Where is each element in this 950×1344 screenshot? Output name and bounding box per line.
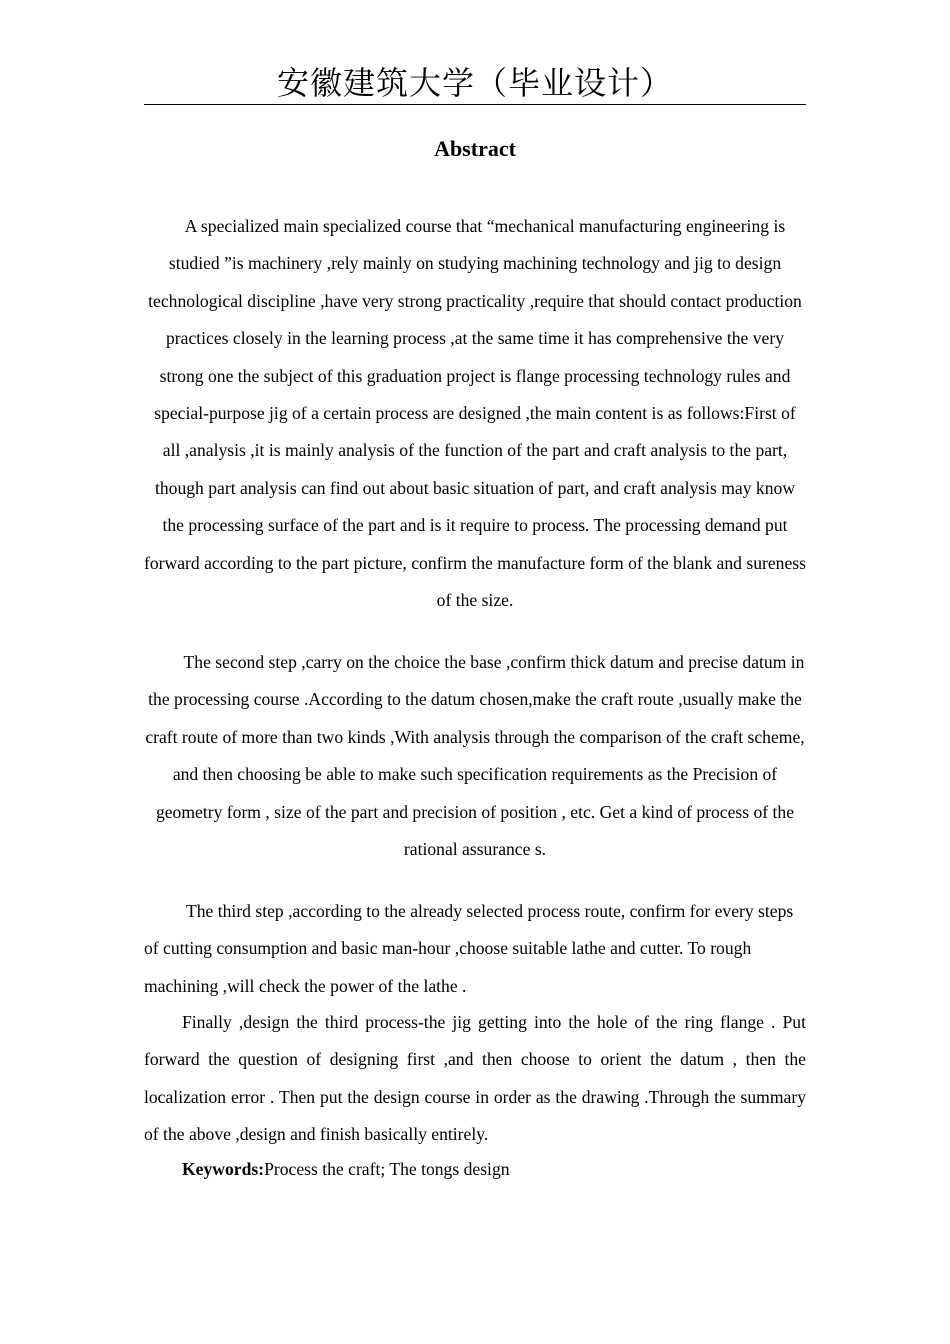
abstract-paragraph-3: The third step ,according to the already selected process route, confirm for every steps of cutting consumption and basic man-hour ,choose suitable lathe and cutter. To rough machining ,will check the power of the lathe .	[144, 901, 794, 996]
page-header-title: 安徽建筑大学（毕业设计）	[276, 64, 673, 102]
abstract-paragraph-4: Finally ,design the third process-the jig getting into the hole of the ring flange . Put forward the question of designing first ,and then choose to orient the datum , then the localization error . Then put the design course in order as the drawing .Through the summary of the above ,design and finish basically entirely.	[144, 1012, 806, 1145]
abstract-heading: Abstract	[434, 136, 516, 161]
keywords-value: Process the craft; The tongs design	[264, 1159, 510, 1179]
abstract-paragraph-2: The second step ,carry on the choice the base ,confirm thick datum and precise datum in the processing course .According to the datum chosen,make the craft route ,usually make the craft route of more than two kinds ,With analysis through the comparison of the craft scheme, and then choosing be able to make such specification requirements as the Precision of geometry form , size of the part and precision of position , etc. Get a kind of process of the rational assurance s.	[145, 652, 805, 860]
keywords-line	[182, 1152, 510, 1186]
keywords-label: Keywords:	[182, 1159, 265, 1179]
header-divider	[144, 104, 806, 105]
abstract-paragraph-1: A specialized main specialized course that “mechanical manufacturing engineering is studied ”is machinery ,rely mainly on studying machining technology and jig to design technological discipline ,have very strong practicality ,require that should contact production practices closely in the learning process ,at the same time it has comprehensive the very strong one the subject of this graduation project is flange processing technology rules and special-purpose jig of a certain process are designed ,the main content is as follows:First of all ,analysis ,it is mainly analysis of the function of the part and craft analysis to the part, though part analysis can find out about basic situation of part, and craft analysis may know the processing surface of the part and is it require to process. The processing demand put forward according to the part picture, confirm the manufacture form of the blank and sureness of the size.	[144, 216, 806, 611]
